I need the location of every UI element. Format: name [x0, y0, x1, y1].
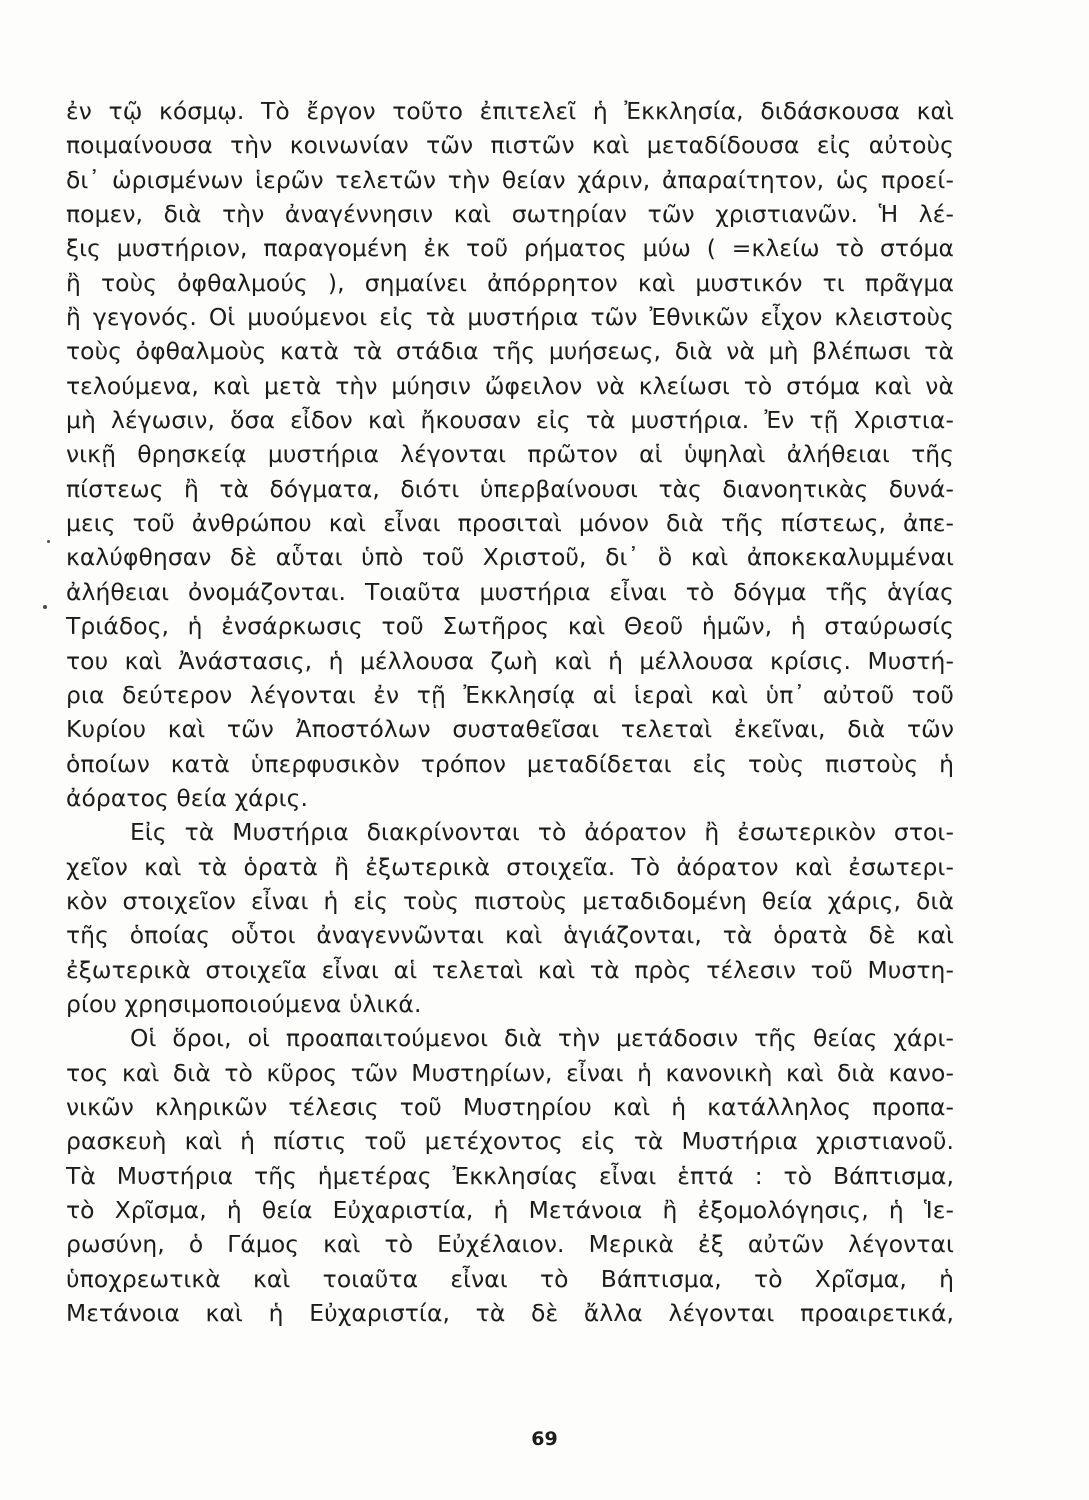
text-line: ἐξωτερικὰ στοιχεῖα εἶναι αἱ τελεταὶ καὶ τὰ πρὸς τέλεσιν τοῦ Μυστη- [66, 955, 954, 984]
text-line: ρωσύνη, ὁ Γάμος καὶ τὸ Εὐχέλαιον. Μερικὰ ἐξ αὐτῶν λέγονται [66, 1230, 954, 1259]
text-line: του καὶ Ἀνάστασις, ἡ μέλλουσα ζωὴ καὶ ἡ μέλλουσα κρίσις. Μυστή- [66, 646, 954, 675]
text-line: ρια δεύτερον λέγονται ἐν τῇ Ἐκκλησίᾳ αἱ ἱεραὶ καὶ ὑπ᾿ αὐτοῦ τοῦ [66, 680, 954, 709]
text-line: Οἱ ὅροι, οἱ προαπαιτούμενοι διὰ τὴν μετάδοσιν τῆς θείας χάρι- [130, 1024, 954, 1053]
text-line: ὑποχρεωτικὰ καὶ τοιαῦτα εἶναι τὸ Βάπτισμα, τὸ Χρῖσμα, ἡ [66, 1264, 954, 1293]
text-line: χεῖον καὶ τὰ ὁρατὰ ἢ ἐξωτερικὰ στοιχεῖα. Τὸ ἀόρατον καὶ ἐσωτερι- [66, 852, 954, 881]
text-line: ρασκευὴ καὶ ἡ πίστις τοῦ μετέχοντος εἰς τὰ Μυστήρια χριστιανοῦ. [66, 1127, 954, 1156]
text-line: Τὰ Μυστήρια τῆς ἡμετέρας Ἐκκλησίας εἶναι ἑπτά : τὸ Βάπτισμα, [66, 1161, 954, 1190]
text-line: ἢ γεγονός. Οἱ μυούμενοι εἰς τὰ μυστήρια τῶν Ἐθνικῶν εἶχον κλειστοὺς [66, 303, 954, 332]
text-line: νικῶν κληρικῶν τέλεσις τοῦ Μυστηρίου καὶ ἡ κατάλληλος προπα- [66, 1092, 954, 1121]
text-line: πίστεως ἢ τὰ δόγματα, διότι ὑπερβαίνουσι τὰς διανοητικὰς δυνά- [66, 474, 954, 503]
text-line: τῆς ὁποίας οὗτοι ἀναγεννῶνται καὶ ἁγιάζονται, τὰ ὁρατὰ δὲ καὶ [66, 921, 954, 950]
page-number: 69 [531, 1428, 558, 1450]
text-line: καλύφθησαν δὲ αὗται ὑπὸ τοῦ Χριστοῦ, δι᾿ ὃ καὶ ἀποκεκαλυμμέναι [66, 543, 954, 572]
body-text [66, 94, 954, 1330]
text-line: ἀλήθειαι ὀνομάζονται. Τοιαῦτα μυστήρια εἶναι τὸ δόγμα τῆς ἁγίας [66, 577, 954, 606]
text-line: μὴ λέγωσιν, ὅσα εἶδον καὶ ἤκουσαν εἰς τὰ μυστήρια. Ἐν τῇ Χριστια- [66, 406, 954, 435]
text-line: Μετάνοια καὶ ἡ Εὐχαριστία, τὰ δὲ ἄλλα λέγονται προαιρετικά, [66, 1299, 954, 1328]
text-line: δι᾿ ὡρισμένων ἱερῶν τελετῶν τὴν θείαν χάριν, ἀπαραίτητον, ὡς προεί- [66, 165, 954, 194]
text-line: ἢ τοὺς ὀφθαλμούς ), σημαίνει ἀπόρρητον καὶ μυστικόν τι πρᾶγμα [66, 268, 954, 297]
text-line: Εἰς τὰ Μυστήρια διακρίνονται τὸ ἀόρατον ἢ ἐσωτερικὸν στοι- [130, 818, 954, 847]
text-line: ὁποίων κατὰ ὑπερφυσικὸν τρόπον μεταδίδεται εἰς τοὺς πιστοὺς ἡ [66, 749, 954, 778]
text-line: ἀόρατος θεία χάρις. [66, 783, 309, 812]
text-line: ἐν τῷ κόσμῳ. Τὸ ἔργον τοῦτο ἐπιτελεῖ ἡ Ἐκκλησία, διδάσκουσα καὶ [66, 97, 954, 125]
text-line: μεις τοῦ ἀνθρώπου καὶ εἶναι προσιταὶ μόνον διὰ τῆς πίστεως, ἀπε- [66, 509, 954, 538]
text-line: κὸν στοιχεῖον εἶναι ἡ εἰς τοὺς πιστοὺς μεταδιδομένη θεία χάρις, διὰ [66, 886, 954, 915]
text-line: τελούμενα, καὶ μετὰ τὴν μύησιν ὤφειλον νὰ κλείωσι τὸ στόμα καὶ νὰ [66, 371, 954, 400]
print-speck [47, 540, 50, 543]
text-line: ξις μυστήριον, παραγομένη ἐκ τοῦ ρήματος μύω ( =κλείω τὸ στόμα [66, 234, 954, 263]
text-line: τοὺς ὀφθαλμοὺς κατὰ τὰ στάδια τῆς μυήσεως, διὰ νὰ μὴ βλέπωσι τὰ [66, 337, 954, 366]
text-line: ρίου χρησιμοποιούμενα ὑλικά. [66, 989, 422, 1018]
print-speck [43, 605, 47, 609]
text-line: τος καὶ διὰ τὸ κῦρος τῶν Μυστηρίων, εἶναι ἡ κανονικὴ καὶ διὰ κανο- [66, 1058, 954, 1087]
text-line: ποιμαίνουσα τὴν κοινωνίαν τῶν πιστῶν καὶ μεταδίδουσα εἰς αὐτοὺς [66, 131, 954, 160]
text-line: Τριάδος, ἡ ἐνσάρκωσις τοῦ Σωτῆρος καὶ Θεοῦ ἡμῶν, ἡ σταύρωσίς [66, 612, 954, 641]
text-line: τὸ Χρῖσμα, ἡ θεία Εὐχαριστία, ἡ Μετάνοια ἢ ἐξομολόγησις, ἡ Ἱε- [66, 1196, 954, 1224]
text-line: πομεν, διὰ τὴν ἀναγέννησιν καὶ σωτηρίαν τῶν χριστιανῶν. Ἡ λέ- [66, 200, 954, 229]
text-line: Κυρίου καὶ τῶν Ἀποστόλων συσταθεῖσαι τελεταὶ ἐκεῖναι, διὰ τῶν [66, 715, 954, 744]
text-line: νικῇ θρησκείᾳ μυστήρια λέγονται πρῶτον αἱ ὑψηλαὶ ἀλήθειαι τῆς [66, 440, 954, 469]
